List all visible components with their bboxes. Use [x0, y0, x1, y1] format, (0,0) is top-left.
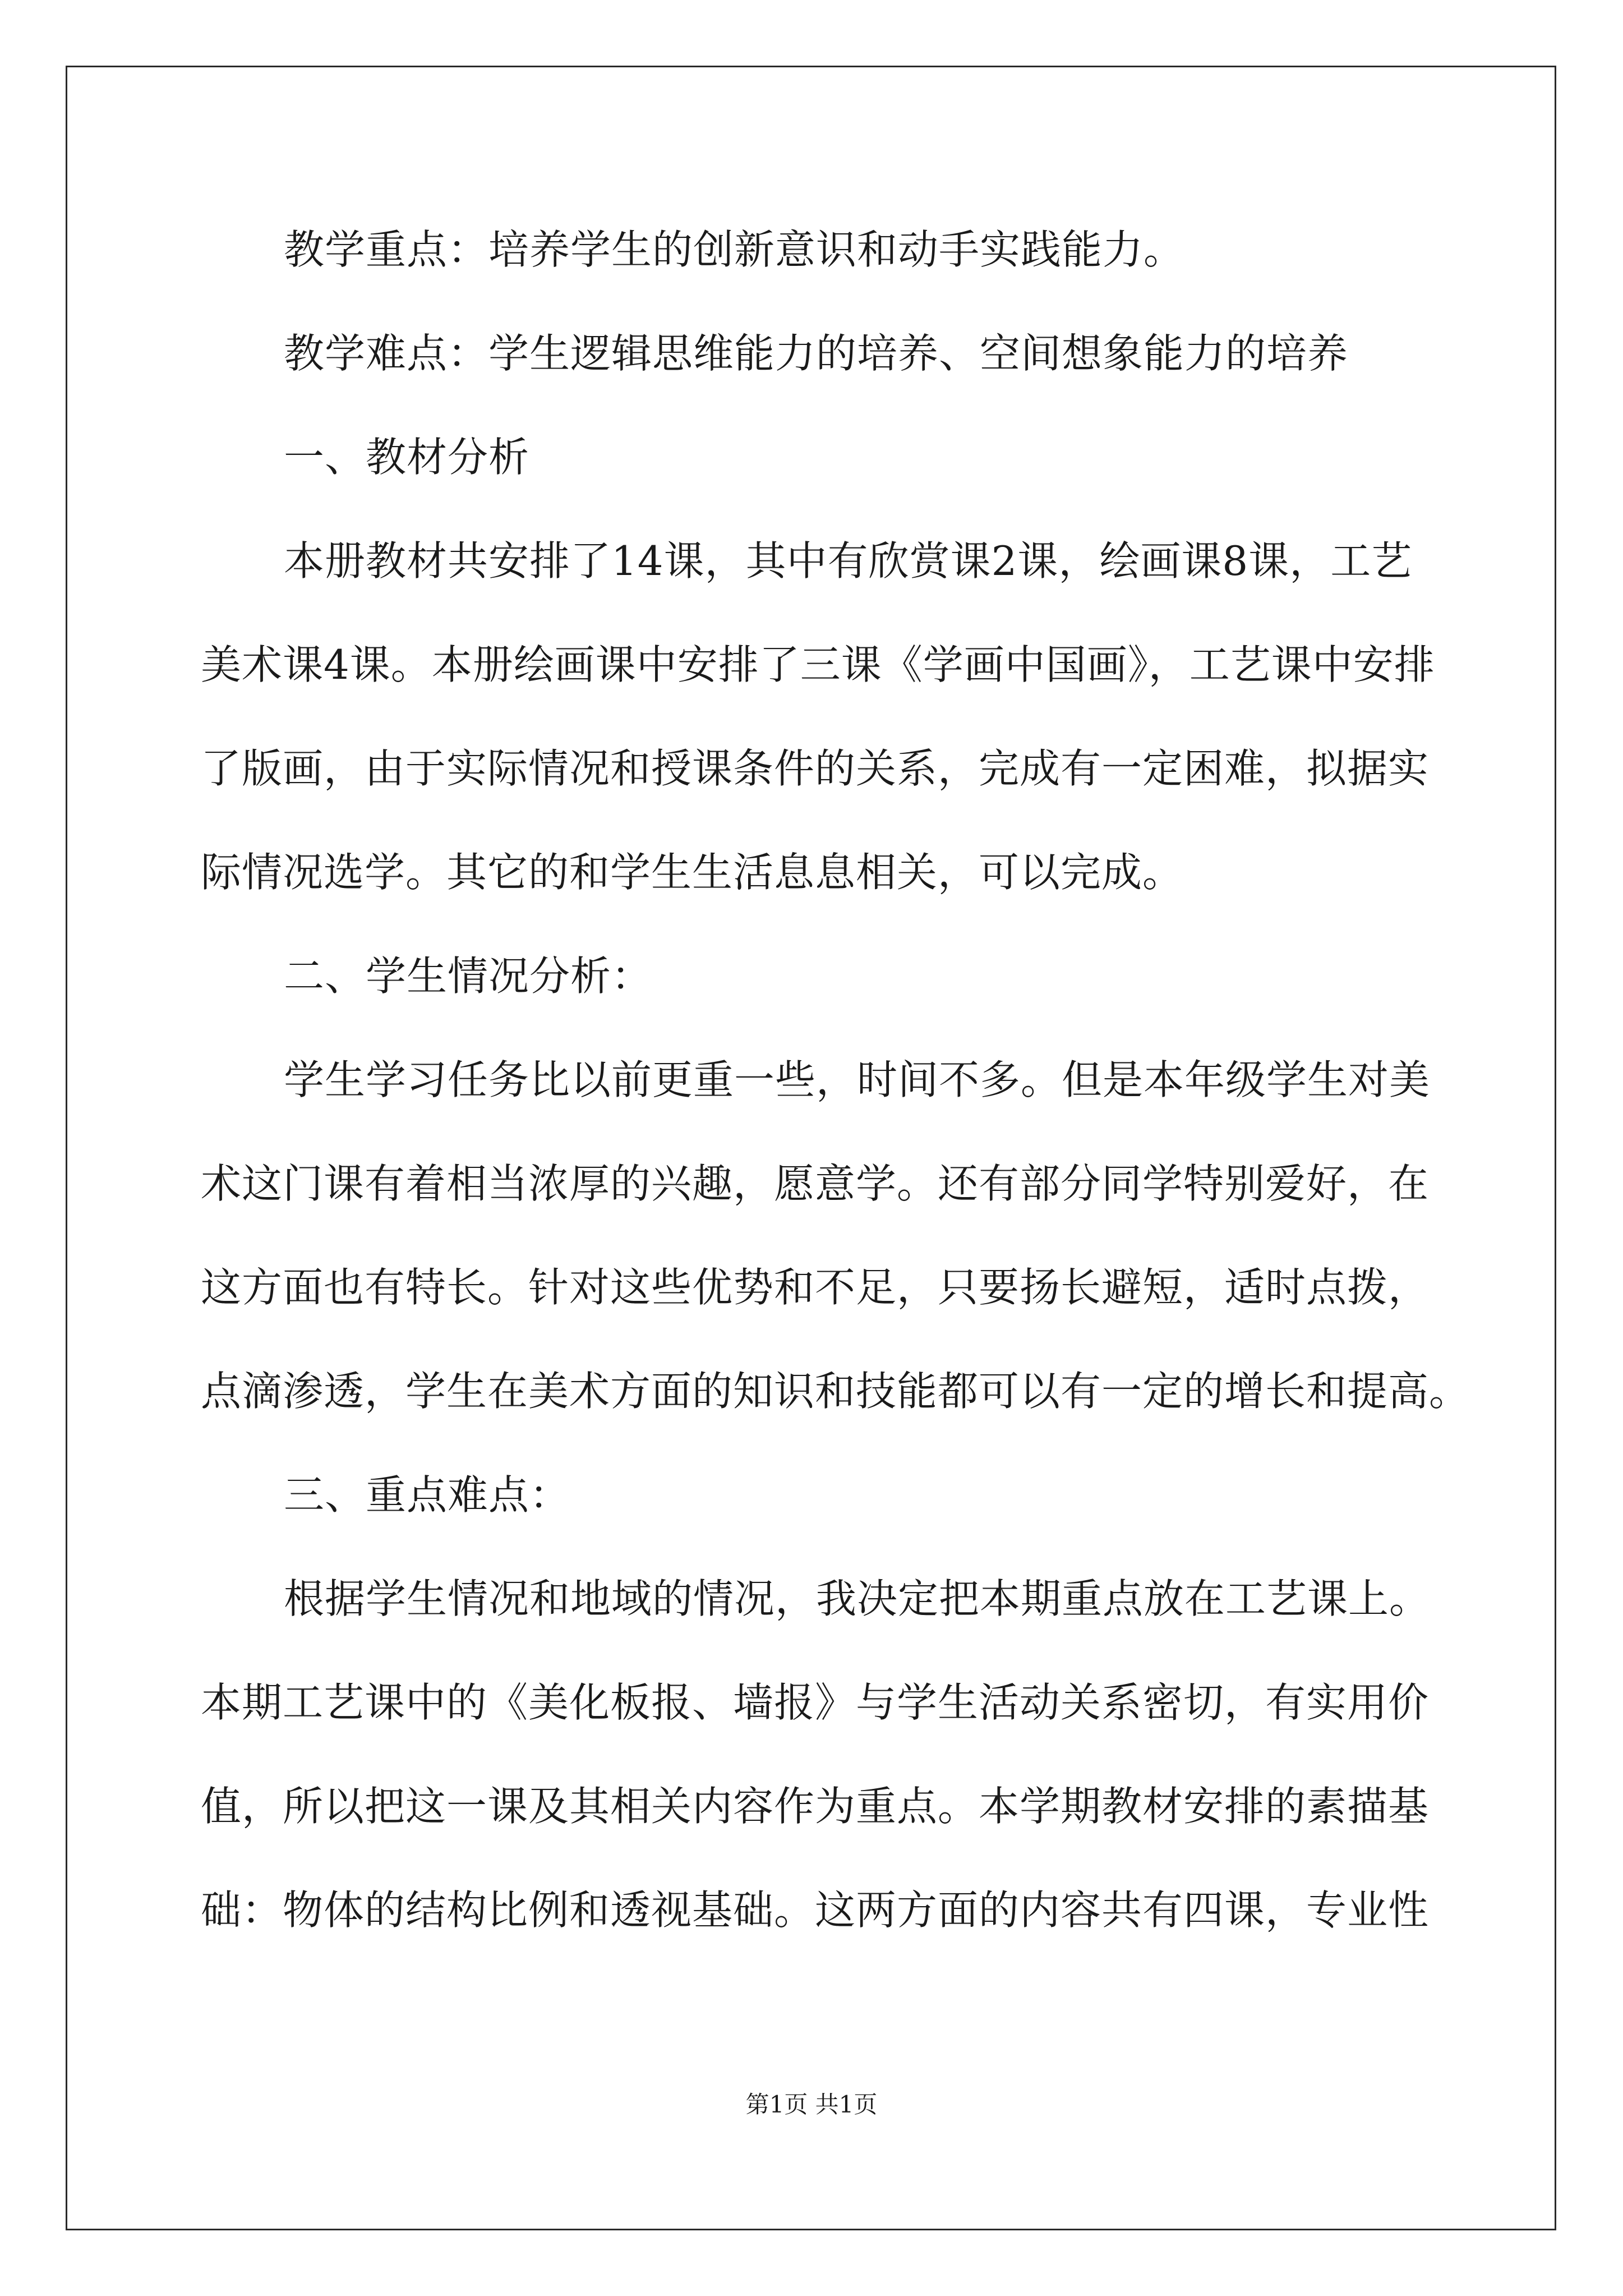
heading-key-difficulties: 三、重点难点： — [284, 1471, 571, 1519]
paragraph-key-points: 教学重点：培养学生的创新意识和动手实践能力。 — [284, 226, 1185, 273]
text-line: 美术课4课。本册绘画课中安排了三课《学画中国画》，工艺课中安排 — [201, 641, 1435, 688]
text-line: 础：物体的结构比例和透视基础。这两方面的内容共有四课，专业性 — [201, 1887, 1430, 1934]
heading-student-analysis: 二、学生情况分析： — [284, 953, 653, 1000]
heading-textbook-analysis: 一、教材分析 — [284, 434, 530, 481]
text-line: 际情况选学。其它的和学生生活息息相关，可以完成。 — [201, 849, 1184, 896]
text-line: 了版画，由于实际情况和授课条件的关系，完成有一定困难，拟据实 — [201, 745, 1430, 792]
text-line: 这方面也有特长。针对这些优势和不足，只要扬长避短，适时点拨， — [201, 1264, 1430, 1311]
text-line: 根据学生情况和地域的情况，我决定把本期重点放在工艺课上。 — [284, 1575, 1431, 1622]
text-line: 术这门课有着相当浓厚的兴趣，愿意学。还有部分同学特别爱好，在 — [201, 1160, 1430, 1207]
text-line: 本册教材共安排了14课，其中有欣赏课2课，绘画课8课，工艺 — [284, 537, 1413, 585]
text-line: 学生学习任务比以前更重一些，时间不多。但是本年级学生对美 — [284, 1056, 1431, 1103]
text-line: 本期工艺课中的《美化板报、墙报》与学生活动关系密切，有实用价 — [201, 1679, 1430, 1726]
text-line: 值，所以把这一课及其相关内容作为重点。本学期教材安排的素描基 — [201, 1783, 1430, 1830]
text-line: 点滴渗透，学生在美术方面的知识和技能都可以有一定的增长和提高。 — [201, 1368, 1470, 1415]
paragraph-difficulties: 教学难点：学生逻辑思维能力的培养、空间想象能力的培养 — [284, 330, 1349, 377]
page-number-footer: 第1页 共1页 — [745, 2091, 878, 2118]
